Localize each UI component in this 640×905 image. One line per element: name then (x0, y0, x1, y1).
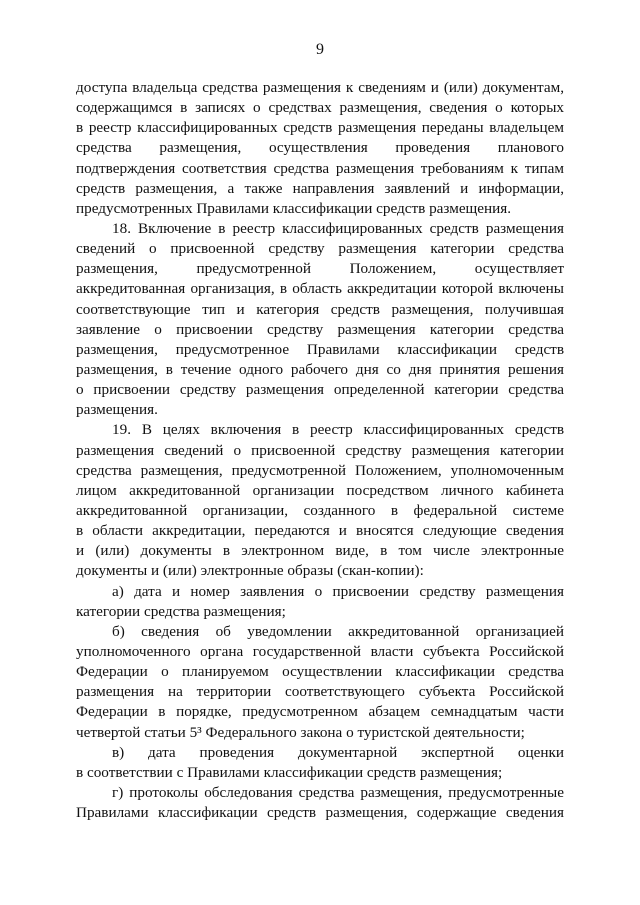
text-line: размещения, в течение одного рабочего дня со дня принятия решения (76, 360, 564, 378)
text-line: заявление о присвоении средству размещения категории средства (76, 320, 564, 338)
list-item-v: в) дата проведения документарной экспертной оценки (112, 743, 564, 761)
list-item-a: а) дата и номер заявления о присвоении средству размещения (112, 582, 564, 600)
text-line: подтверждения соответствия средства размещения требованиям к типам (76, 159, 564, 177)
list-item-b: б) сведения об уведомлении аккредитованной организацией (112, 622, 564, 640)
text-line: аккредитованная организация, в область аккредитации которой включены (76, 280, 564, 298)
page-number: 9 (316, 41, 324, 58)
paragraph-18-first-line: 18. Включение в реестр классифицированных средств размещения (112, 219, 564, 237)
text-line: лицом аккредитованной организации посредством личного кабинета (76, 481, 564, 499)
paragraph-19-first-line: 19. В целях включения в реестр классифицированных средств (112, 421, 564, 439)
text-line: Правилами классификации средств размещения, содержащие сведения (76, 804, 564, 822)
text-line: размещения, предусмотренной Положением, осуществляет (76, 260, 564, 278)
text-line: размещения на территории соответствующего субъекта Российской (76, 683, 564, 701)
text-line: в области аккредитации, передаются и вносятся следующие сведения (76, 522, 564, 540)
text-line: и (или) документы в электронном виде, в том числе электронные (76, 542, 564, 560)
text-line: средства размещения, осуществления проведения планового (76, 139, 564, 157)
text-line: размещения, предусмотренное Правилами классификации средств (76, 340, 564, 358)
text-line: документы и (или) электронные образы (скан-копии): (76, 562, 424, 580)
body-text (76, 78, 564, 823)
text-line: соответствующие тип и категория средств размещения, получившая (76, 300, 564, 318)
list-item-g: г) протоколы обследования средства размещения, предусмотренные (112, 783, 564, 801)
text-line: средства размещения, предусмотренной Положением, уполномоченным (76, 461, 564, 479)
text-line: о присвоении средству размещения определенной категории средства (76, 381, 564, 399)
text-line: содержащимся в записях о средствах размещения, сведения о которых (76, 99, 564, 117)
text-line: уполномоченного органа государственной власти субъекта Российской (76, 642, 564, 660)
text-line: средств размещения, а также направления заявлений и информации, (76, 179, 564, 197)
text-line: доступа владельца средства размещения к сведениям и (или) документам, (76, 79, 564, 96)
text-line: сведений о присвоенной средству размещения категории средства (76, 240, 564, 258)
text-line: категории средства размещения; (76, 602, 286, 620)
text-line: аккредитованной организации, созданного в федеральной системе (76, 501, 564, 519)
text-line: размещения сведений о присвоенной средству размещения категории (76, 441, 564, 459)
text-line: четвертой статьи 5³ Федерального закона о туристской деятельности; (76, 723, 525, 741)
text-line: в соответствии с Правилами классификации средств размещения; (76, 763, 503, 781)
text-line: Федерации о планируемом осуществлении классификации средства (76, 663, 564, 681)
text-line: предусмотренных Правилами классификации средств размещения. (76, 199, 512, 217)
text-line: размещения. (76, 401, 158, 419)
text-line: в реестр классифицированных средств размещения переданы владельцем (76, 119, 564, 137)
text-line: Федерации в порядке, предусмотренном абзацем семнадцатым части (76, 703, 564, 721)
